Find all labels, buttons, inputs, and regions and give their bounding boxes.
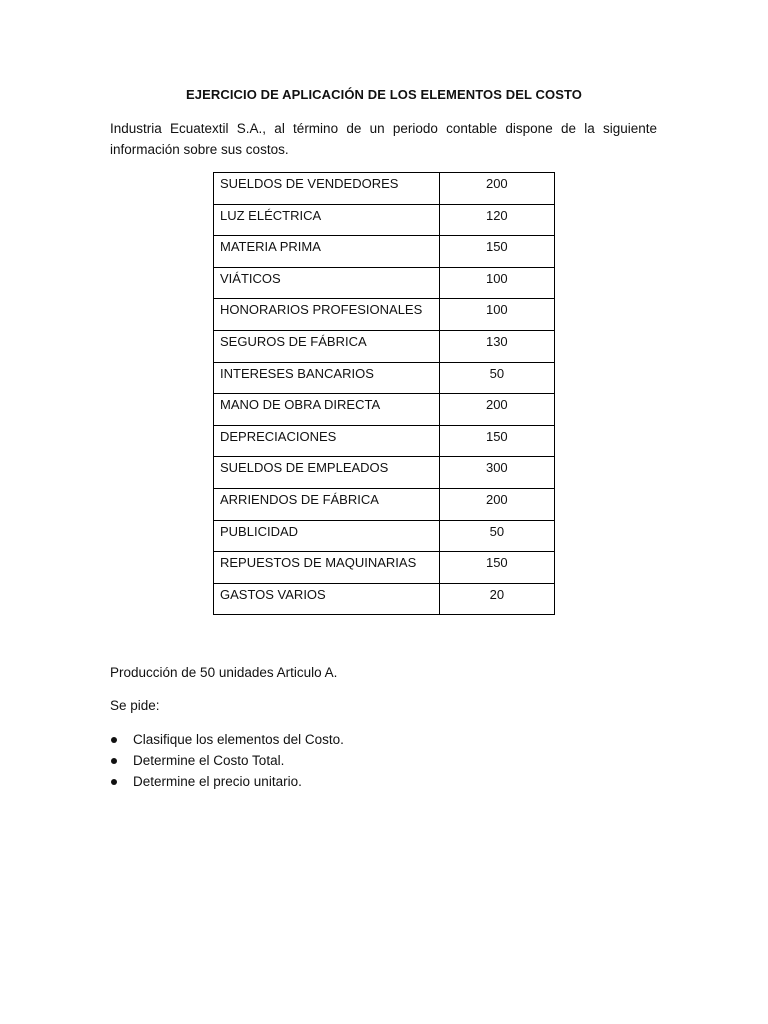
cost-concept-cell: PUBLICIDAD bbox=[214, 520, 440, 552]
cost-amount-cell: 120 bbox=[439, 204, 554, 236]
cost-amount-cell: 150 bbox=[439, 236, 554, 268]
cost-concept-cell: VIÁTICOS bbox=[214, 267, 440, 299]
cost-amount-cell: 100 bbox=[439, 299, 554, 331]
cost-amount-cell: 150 bbox=[439, 425, 554, 457]
table-row bbox=[214, 394, 555, 426]
cost-concept-cell: DEPRECIACIONES bbox=[214, 425, 440, 457]
bullet-icon bbox=[111, 737, 117, 743]
cost-concept-cell: HONORARIOS PROFESIONALES bbox=[214, 299, 440, 331]
cost-amount-cell: 300 bbox=[439, 457, 554, 489]
table-row bbox=[214, 173, 555, 205]
table-row bbox=[214, 204, 555, 236]
table-row bbox=[214, 583, 555, 615]
bullet-icon bbox=[111, 779, 117, 785]
list-item bbox=[110, 731, 344, 752]
cost-amount-cell: 200 bbox=[439, 394, 554, 426]
table-row bbox=[214, 236, 555, 268]
cost-concept-cell: INTERESES BANCARIOS bbox=[214, 362, 440, 394]
list-item bbox=[110, 752, 344, 773]
cost-concept-cell: SUELDOS DE EMPLEADOS bbox=[214, 457, 440, 489]
production-text: Producción de 50 unidades Articulo A. bbox=[110, 665, 338, 680]
cost-amount-cell: 50 bbox=[439, 362, 554, 394]
cost-concept-cell: SEGUROS DE FÁBRICA bbox=[214, 330, 440, 362]
cost-amount-cell: 20 bbox=[439, 583, 554, 615]
table-row bbox=[214, 552, 555, 584]
table-row bbox=[214, 520, 555, 552]
cost-concept-cell: MANO DE OBRA DIRECTA bbox=[214, 394, 440, 426]
cost-amount-cell: 100 bbox=[439, 267, 554, 299]
task-text: Clasifique los elementos del Costo. bbox=[133, 732, 344, 747]
cost-concept-cell: ARRIENDOS DE FÁBRICA bbox=[214, 488, 440, 520]
cost-amount-cell: 130 bbox=[439, 330, 554, 362]
table-row bbox=[214, 457, 555, 489]
list-item bbox=[110, 773, 344, 794]
cost-concept-cell: LUZ ELÉCTRICA bbox=[214, 204, 440, 236]
table-row bbox=[214, 267, 555, 299]
cost-concept-cell: REPUESTOS DE MAQUINARIAS bbox=[214, 552, 440, 584]
task-list bbox=[110, 731, 344, 794]
table-row bbox=[214, 330, 555, 362]
cost-table bbox=[213, 172, 555, 615]
intro-paragraph: Industria Ecuatextil S.A., al término de un periodo contable dispone de la siguiente información sobre sus costos. bbox=[110, 121, 657, 157]
cost-concept-cell: GASTOS VARIOS bbox=[214, 583, 440, 615]
document-title: EJERCICIO DE APLICACIÓN DE LOS ELEMENTOS DEL COSTO bbox=[185, 87, 582, 102]
cost-amount-cell: 150 bbox=[439, 552, 554, 584]
task-text: Determine el precio unitario. bbox=[133, 774, 302, 789]
cost-table-body bbox=[214, 173, 555, 615]
bullet-icon bbox=[111, 758, 117, 764]
cost-amount-cell: 200 bbox=[439, 173, 554, 205]
cost-concept-cell: SUELDOS DE VENDEDORES bbox=[214, 173, 440, 205]
table-row bbox=[214, 488, 555, 520]
task-text: Determine el Costo Total. bbox=[133, 753, 285, 768]
request-label: Se pide: bbox=[110, 698, 160, 713]
cost-amount-cell: 200 bbox=[439, 488, 554, 520]
table-row bbox=[214, 425, 555, 457]
table-row bbox=[214, 362, 555, 394]
table-row bbox=[214, 299, 555, 331]
cost-concept-cell: MATERIA PRIMA bbox=[214, 236, 440, 268]
cost-amount-cell: 50 bbox=[439, 520, 554, 552]
